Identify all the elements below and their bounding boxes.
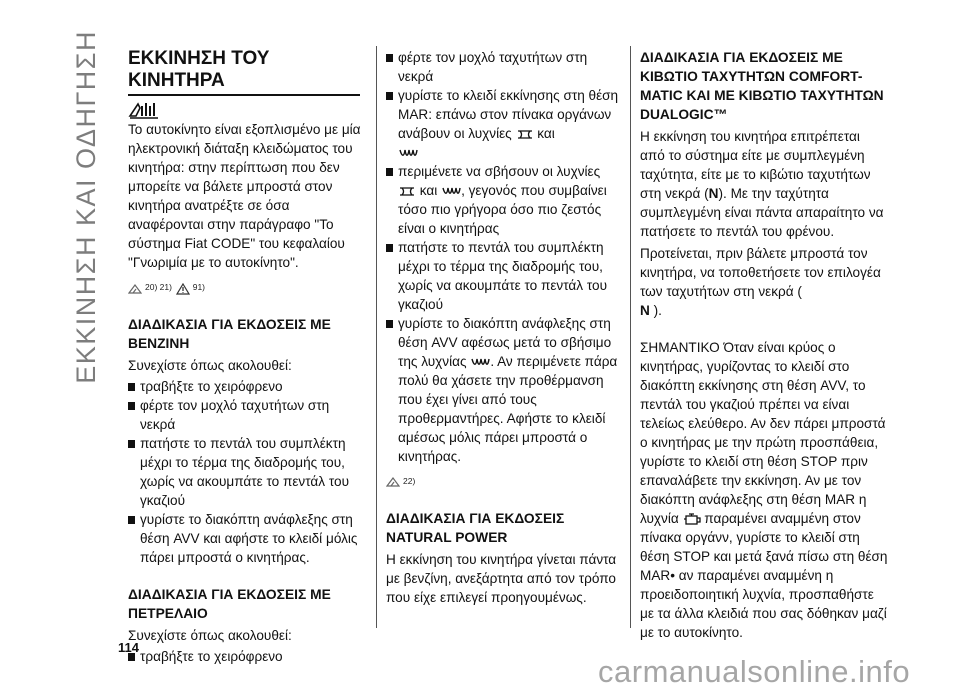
column-2 [386,48,622,607]
watermark: carmanualsonline.info [598,654,911,689]
list-item: πατήστε το πεντάλ του συμπλέκτη μέχρι το τέρμα της διαδρομής του, χωρίς να ακουμπάτε το πεντάλ του γκαζιού [128,434,366,510]
list-item: φέρτε τον μοχλό ταχυτήτων στη νεκρά [386,48,622,86]
section-title-diesel: ΔΙΑΔΙΚΑΣΙΑ ΓΙΑ ΕΚΔΟΣΕΙΣ ΜΕ ΠΕΤΡΕΛΑΙΟ [128,587,331,622]
paragraph-text: Προτείνεται, πριν βάλετε μπροστά τον κινητήρα, να τοποθετήσετε τον επιλογέα των ταχυτήτων στη νεκρά ( [640,246,881,299]
paragraph-text: Η εκκίνηση του κινητήρα επιτρέπεται από το σύστημα είτε με συμπλεγμένη ταχύτητα, είτε με το κιβώτιο ταχυτήτων στη νεκρά ( [640,129,871,201]
page-title: ΕΚΚΙΝΗΣΗ ΤΟΥ ΚΙΝΗΤΗΡΑ [128,48,360,96]
list-item-text: και [419,183,438,198]
preheating-coil-icon [441,183,461,198]
note-row [386,472,415,491]
list-item-text: και [537,126,555,141]
warning-triangle-icon [176,278,190,297]
list-item [386,314,622,466]
paragraph-text: ΣΗΜΑΝΤΙΚΟ Όταν είναι κρύος ο κινητήρας, γυρίζοντας το κλειδί στο διακόπτη εκκίνησης στη θέση AVV, το πεντάλ του γκαζιού πρέπει να είναι τελείως ελεύθερο. Αν δεν πάρει μπροστά ο κινητήρας με την πρώτη προσπάθεια, γυρίστε το κλειδί στη θέση STOP πριν επαναλάβετε την εκκίνηση. Αν με τον διακόπτη ανάφλεξης στη θέση MAR η λυχνία [640,340,886,526]
note-row [128,278,172,297]
list-item-text: περιμένετε να σβήσουν οι λυχνίες [398,164,601,179]
section-title-comfort-matic: ΔΙΑΔΙΚΑΣΙΑ ΓΙΑ ΕΚΔΟΣΕΙΣ ΜΕ ΚΙΒΩΤΙΟ ΤΑΧΥΤΗΤΩΝ COMFORT-MATIC ΚΑΙ ΜΕ ΚΙΒΩΤΙΟ ΤΑΧΥΤΗΤΩΝ DUALOGIC™ [640,50,884,122]
note-hand-icon [386,472,400,491]
warning-row [176,278,205,297]
paragraph-text: παραμένει αναμμένη στον πίνακα οργάνν, γυρίστε το κλειδί στη θέση STOP και μετά ξανά πίσω στη θέση MAR• αν παραμένει αναμμένη η προειδοποιητική λυχνία, προσπαθήστε με τα άλλα κλειδιά που σας δόθηκαν μαζί με το αυτοκίνητο. [640,511,888,640]
paragraph-text: ). Με την ταχύτητα συμπλεγμένη είναι πάντα απαραίτητο να πατήσετε το πεντάλ του φρένου. [640,186,884,239]
list-item: τραβήξτε το χειρόφρενο [128,377,366,396]
glow-plug-warning-icon [516,126,534,141]
column-3 [640,48,888,642]
section-paragraph [640,127,888,241]
engine-failure-warning-icon [683,511,701,526]
section-paragraph [640,244,888,320]
list-item: τραβήξτε το χειρόφρενο [128,647,366,666]
paragraph-text: ). [653,303,662,318]
list-item [386,162,622,238]
note-reference: 20) 21) [145,282,172,293]
warning-reference: 91) [192,282,206,293]
list-item-text: . Αν περιμένετε πάρα πολύ θα χάσετε την προθέρμανση που έχει γίνει από τους προθερμαντήρες. Αφήστε το κλειδί αμέσως μόλις πάρει μπροστά ο κινητήρας. [398,354,618,464]
section-intro: Συνεχίστε όπως ακολουθεί: [128,358,292,374]
chapter-side-title-text: ΕΚΚΙΝΗΣΗ ΚΑΙ ΟΔΗΓΗΣΗ [70,30,101,384]
list-item-text: γυρίστε το κλειδί εκκίνησης στη θέση MAR: επάνω στον πίνακα οργάνων ανάβουν οι λυχνίες [398,88,619,141]
list-item: φέρτε τον μοχλό ταχυτήτων στη νεκρά [128,396,366,434]
list-item [386,86,622,162]
list-item-text: , γεγονός που συμβαίνει τόσο πιο γρήγορα όσο πιο ζεστός είναι ο κινητήρας [398,183,607,236]
engine-start-icon [128,100,366,120]
important-paragraph [640,338,888,642]
column-divider [630,46,631,628]
intro-paragraph: Το αυτοκίνητο είναι εξοπλισμένο με μία ηλεκτρονική διάταξη κλειδώματος του κινητήρα: στην περίπτωση που δεν μπορείτε να βάλετε μπροστά στον κινητήρα ανατρέξτε σε όσα αναφέρονται στην παράγραφο "Το σύστημα Fiat CODE" του κεφαλαίου "Γνωριμία με το αυτοκίνητο". [128,122,361,271]
column-1 [128,48,366,666]
preheating-coil-icon [398,145,418,160]
list-item: πατήστε το πεντάλ του συμπλέκτη μέχρι το τέρμα της διαδρομής του, χωρίς να ακουμπάτε το πεντάλ του γκαζιού [386,238,622,314]
column-divider [376,46,377,628]
section-title-natural-power: ΔΙΑΔΙΚΑΣΙΑ ΓΙΑ ΕΚΔΟΣΕΙΣ NATURAL POWER [386,511,565,545]
page-number: 114 [118,640,139,655]
note-reference: 22) [403,476,416,486]
neutral-symbol: N [640,303,650,318]
list-item: γυρίστε το διακόπτη ανάφλεξης στη θέση AVV και αφήστε το κλειδί μόλις πάρει μπροστά ο κινητήρας. [128,510,366,567]
neutral-symbol: N [708,186,719,201]
section-title-petrol: ΔΙΑΔΙΚΑΣΙΑ ΓΙΑ ΕΚΔΟΣΕΙΣ ΜΕ ΒΕΝΖΙΝΗ [128,317,331,352]
section-intro: Συνεχίστε όπως ακολουθεί: [128,628,292,644]
section-paragraph: Η εκκίνηση του κινητήρα γίνεται πάντα με βενζίνη, ανεξάρτητα από τον τρόπο που είχε επιλεγεί προηγουμένως. [386,552,617,605]
chapter-side-title [66,30,106,670]
note-hand-icon [128,278,142,297]
glow-plug-warning-icon [398,183,416,198]
list-item-text: γυρίστε το διακόπτη ανάφλεξης στη θέση AVV αφέσως μετά το σβήσιμο της λυχνίας [398,316,612,369]
preheating-coil-icon [470,354,490,369]
